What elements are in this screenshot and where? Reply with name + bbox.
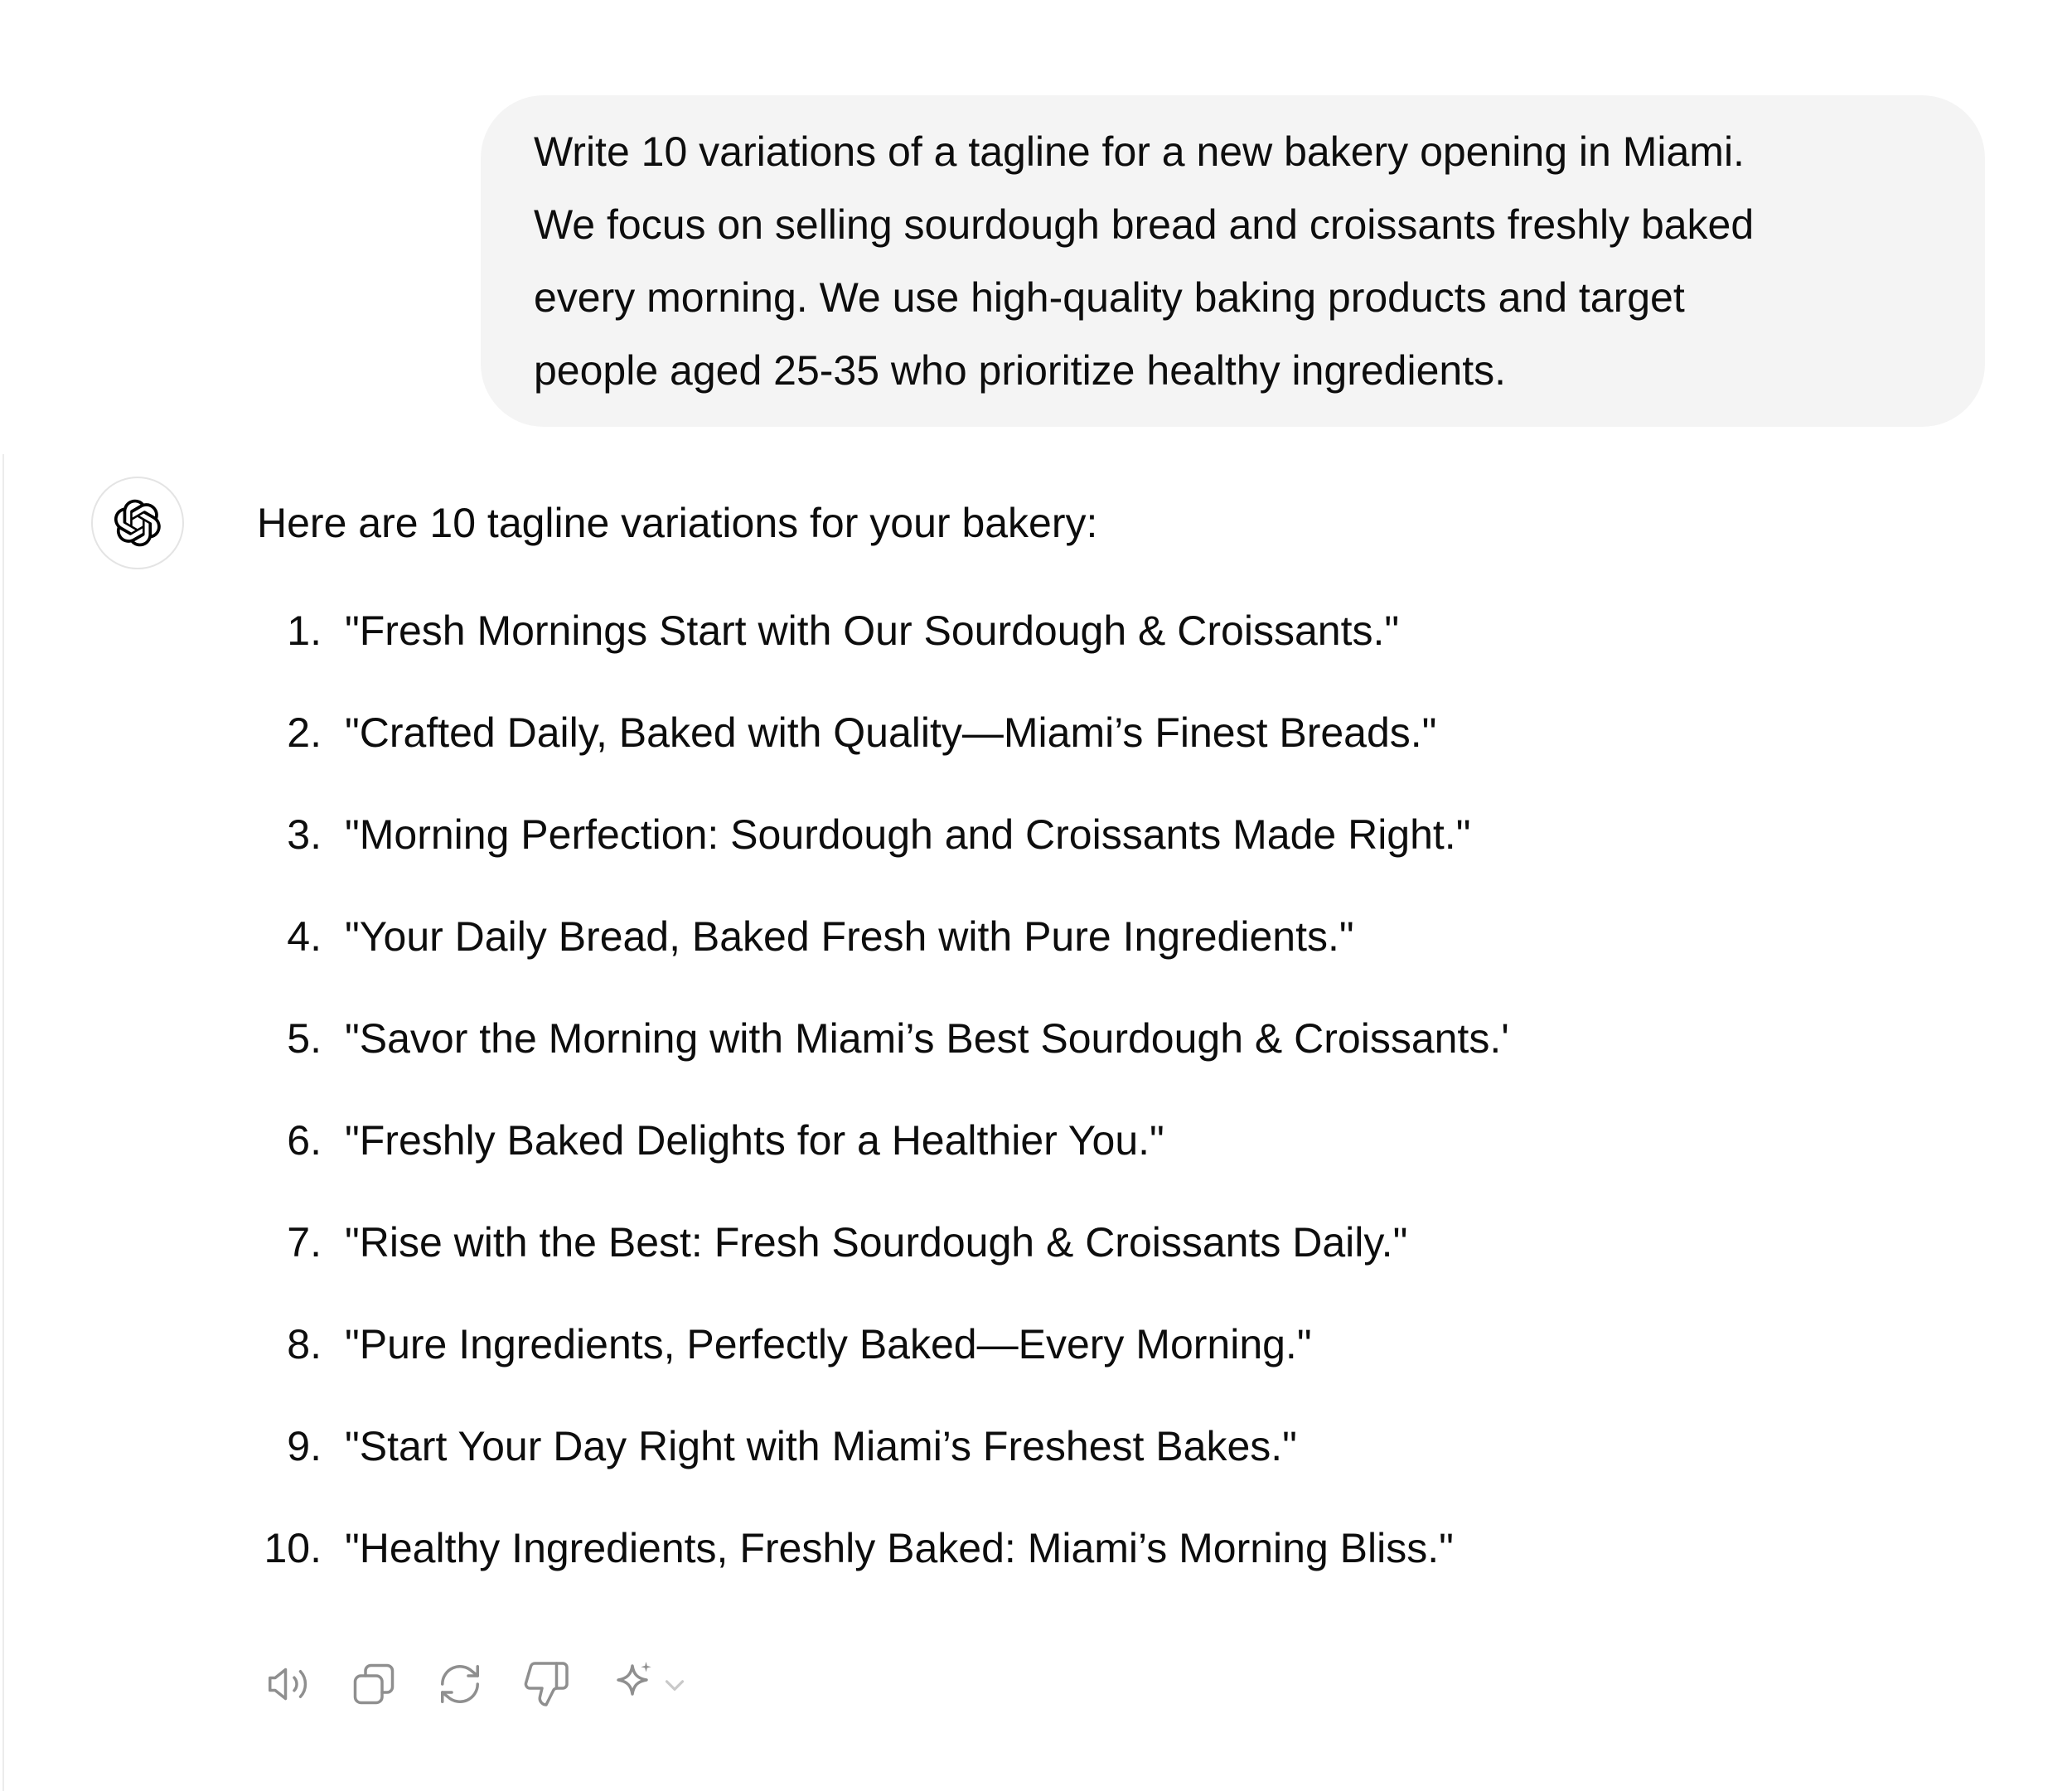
tagline-text: "Savor the Morning with Miami’s Best Sourdough & Croissants.' xyxy=(345,1015,1509,1062)
assistant-intro: Here are 10 tagline variations for your bakery: xyxy=(257,500,1098,546)
tagline-text: "Freshly Baked Delights for a Healthier You." xyxy=(345,1117,1164,1164)
tagline-text: "Morning Perfection: Sourdough and Croissants Made Right." xyxy=(345,811,1471,858)
left-edge-divider xyxy=(2,454,4,1791)
list-marker: 9. xyxy=(287,1423,322,1469)
user-message-line: every morning. We use high-quality baking products and target xyxy=(534,274,1685,321)
sparkle-icon xyxy=(608,1659,657,1709)
openai-logo-icon xyxy=(114,499,162,547)
user-message-line: people aged 25-35 who prioritize healthy ingredients. xyxy=(534,347,1506,394)
tagline-item xyxy=(261,900,1509,973)
list-marker: 10. xyxy=(264,1525,322,1571)
tagline-item xyxy=(261,696,1509,769)
bad-response-button[interactable] xyxy=(521,1659,571,1709)
thumbs-down-icon xyxy=(521,1659,571,1709)
user-message-line: Write 10 variations of a tagline for a new bakery opening in Miami. xyxy=(534,128,1745,175)
actions-toolbar xyxy=(263,1659,690,1709)
list-marker: 3. xyxy=(287,811,322,858)
assistant-avatar xyxy=(91,477,184,569)
copy-button[interactable] xyxy=(349,1659,399,1709)
tagline-item xyxy=(261,1104,1509,1177)
tagline-list xyxy=(261,594,1509,1614)
list-marker: 4. xyxy=(287,913,322,960)
switch-model-button[interactable] xyxy=(608,1659,690,1709)
list-marker: 5. xyxy=(287,1015,322,1062)
chevron-down-icon xyxy=(659,1668,690,1700)
tagline-text: "Start Your Day Right with Miami’s Freshest Bakes." xyxy=(345,1423,1297,1469)
tagline-text: "Pure Ingredients, Perfectly Baked—Every Morning." xyxy=(345,1321,1312,1367)
list-marker: 6. xyxy=(287,1117,322,1164)
tagline-item xyxy=(261,1206,1509,1279)
list-marker: 1. xyxy=(287,607,322,654)
tagline-text: "Fresh Mornings Start with Our Sourdough & Croissants." xyxy=(345,607,1400,654)
tagline-item xyxy=(261,798,1509,871)
tagline-item xyxy=(261,1308,1509,1381)
tagline-item xyxy=(261,1002,1509,1075)
tagline-item xyxy=(261,1512,1509,1585)
list-marker: 2. xyxy=(287,709,322,756)
user-message-line: We focus on selling sourdough bread and croissants freshly baked xyxy=(534,201,1755,248)
tagline-text: "Crafted Daily, Baked with Quality—Miami’s Finest Breads." xyxy=(345,709,1437,756)
read-aloud-button[interactable] xyxy=(263,1659,312,1709)
list-marker: 7. xyxy=(287,1219,322,1266)
copy-icon xyxy=(349,1659,399,1709)
tagline-text: "Healthy Ingredients, Freshly Baked: Miami’s Morning Bliss." xyxy=(345,1525,1454,1571)
user-message-bubble xyxy=(481,95,1985,427)
speaker-icon xyxy=(263,1659,312,1709)
tagline-text: "Your Daily Bread, Baked Fresh with Pure Ingredients." xyxy=(345,913,1354,960)
tagline-text: "Rise with the Best: Fresh Sourdough & Croissants Daily." xyxy=(345,1219,1408,1266)
list-marker: 8. xyxy=(287,1321,322,1367)
regenerate-button[interactable] xyxy=(435,1659,485,1709)
tagline-item xyxy=(261,1410,1509,1483)
regenerate-icon xyxy=(435,1659,485,1709)
tagline-item xyxy=(261,594,1509,667)
